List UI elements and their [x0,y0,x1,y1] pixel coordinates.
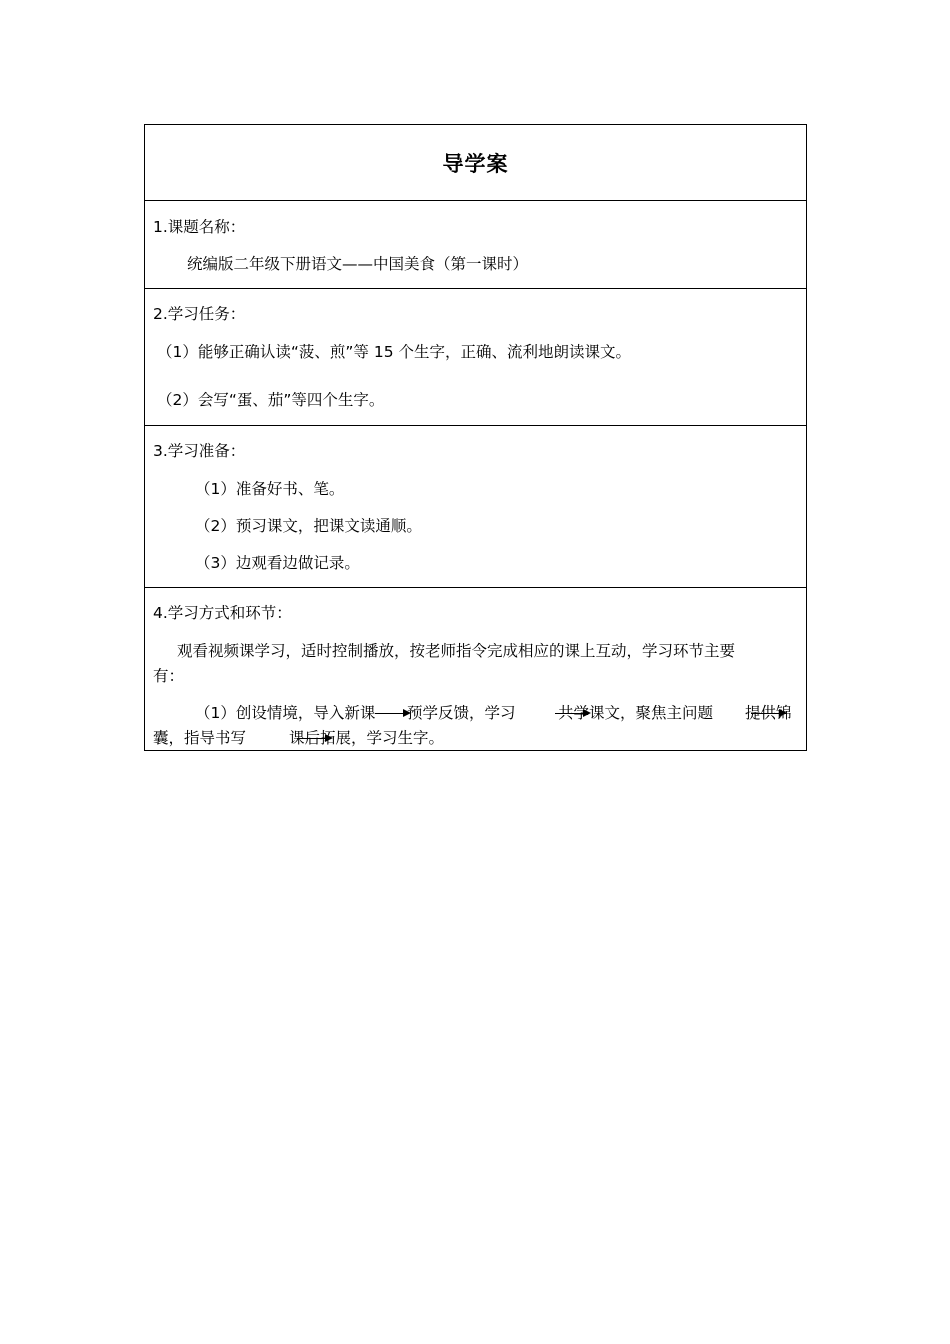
task-item-2: （2）会写“蛋、茄”等四个生字。 [157,391,385,409]
method-section [145,588,806,750]
page-title: 导学案 [442,151,509,176]
method-heading: 4.学习方式和环节： [153,604,292,622]
step-4-text-a: 提供锦 [745,704,792,722]
preparation-item-1: （1）准备好书、笔。 [195,480,345,498]
study-guide-table [144,124,807,751]
arrow-icon [375,713,409,714]
preparation-item-2: （2）预习课文，把课文读通顺。 [195,517,422,535]
method-intro-line-1: 观看视频课学习，适时控制播放，按老师指令完成相应的课上互动，学习环节主要 [177,642,736,660]
topic-heading: 1.课题名称： [153,218,246,236]
task-item-1: （1）能够正确认读“菠、煎”等 15 个生字，正确、流利地朗读课文。 [157,343,632,361]
preparation-section [145,426,806,588]
preparation-heading: 3.学习准备： [153,442,246,460]
step-2-text: 预学反馈，学习 [407,704,516,722]
topic-section [145,201,806,289]
tasks-heading: 2.学习任务： [153,305,246,323]
title-row [145,125,806,201]
tasks-section [145,289,806,426]
step-5-text: 课后拓展，学习生字。 [289,729,445,747]
topic-body: 统编版二年级下册语文——中国美食（第一课时） [187,255,529,273]
preparation-item-3: （3）边观看边做记录。 [195,554,360,572]
method-intro-line-2: 有： [153,667,185,685]
step-3-text: 共学课文，聚焦主问题 [558,704,714,722]
step-1-text: （1）创设情境，导入新课 [195,704,376,722]
step-4-text-b: 囊，指导书写 [153,729,247,747]
